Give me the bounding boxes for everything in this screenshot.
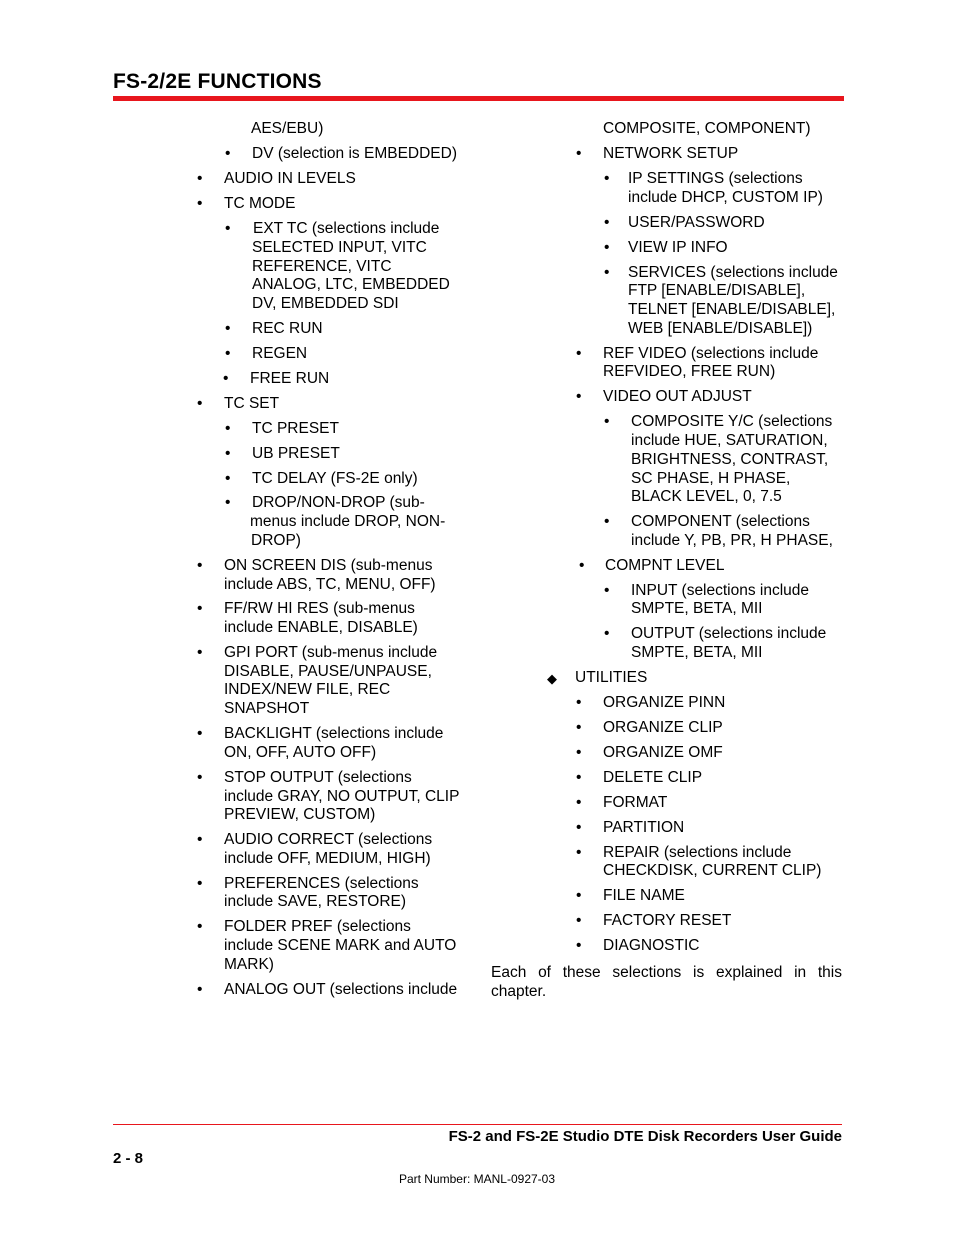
right-column-list-line: UTILITIES (575, 669, 648, 686)
left-column-list-line: SNAPSHOT (224, 700, 310, 717)
left-column-list-line: REFERENCE, VITC (252, 258, 392, 275)
bullet-icon: • (197, 769, 203, 786)
right-column-list-line: DELETE CLIP (603, 769, 703, 786)
bullet-icon: • (576, 388, 582, 405)
bullet-icon: • (223, 370, 229, 387)
left-column-list-line: TC SET (224, 395, 280, 412)
bullet-icon: • (576, 887, 582, 904)
left-column-list-line: FOLDER PREF (selections (224, 918, 411, 935)
left-column-list-line: DV (selection is EMBEDDED) (252, 145, 457, 162)
left-column-list-line: REC RUN (252, 320, 323, 337)
right-column-list-line: COMPOSITE Y/C (selections (631, 413, 833, 430)
right-column-list-line: ORGANIZE CLIP (603, 719, 723, 736)
left-column-list-line: MARK) (224, 956, 274, 973)
bullet-icon: • (197, 195, 203, 212)
left-column-list-line: include GRAY, NO OUTPUT, CLIP (224, 788, 460, 805)
right-column-list-line: BRIGHTNESS, CONTRAST, (631, 451, 829, 468)
left-column-list-line: ON SCREEN DIS (sub-menus (224, 557, 433, 574)
left-column-list-line: include SAVE, RESTORE) (224, 893, 407, 910)
bullet-icon: • (197, 918, 203, 935)
left-column-list-line: ANALOG OUT (selections include (224, 981, 458, 998)
right-column-list-line: FILE NAME (603, 887, 685, 904)
bullet-icon: • (225, 445, 231, 462)
bullet-icon: • (604, 513, 610, 530)
right-column-list-line: TELNET [ENABLE/DISABLE], (628, 301, 836, 318)
closing-paragraph: Each of these selections is explained in this chapter. (491, 964, 842, 1000)
left-column-list-line: INDEX/NEW FILE, REC (224, 681, 391, 698)
left-column-list-line: EXT TC (selections include (253, 220, 440, 237)
bullet-icon: • (197, 557, 203, 574)
left-column-list-line: BACKLIGHT (selections include (224, 725, 444, 742)
left-column-list-line: menus include DROP, NON- (250, 513, 446, 530)
bullet-icon: • (197, 600, 203, 617)
right-column-list-line: ORGANIZE PINN (603, 694, 726, 711)
right-column-list-line: BLACK LEVEL, 0, 7.5 (631, 488, 782, 505)
right-column-list-line: FTP [ENABLE/DISABLE], (628, 282, 806, 299)
right-column-list-line: REPAIR (selections include (603, 844, 792, 861)
left-column-list-line: DV, EMBEDDED SDI (252, 295, 399, 312)
right-column-list-line: NETWORK SETUP (603, 145, 739, 162)
right-column-list-line: WEB [ENABLE/DISABLE]) (628, 320, 813, 337)
footer-rule (113, 1124, 842, 1125)
footer-guide-title: FS-2 and FS-2E Studio DTE Disk Recorders User Guide (448, 1128, 842, 1145)
left-column-list-line: include ENABLE, DISABLE) (224, 619, 418, 636)
diamond-bullet-icon: ◆ (547, 671, 557, 686)
left-column-list-line: include SCENE MARK and AUTO (224, 937, 457, 954)
right-column-list-line: FACTORY RESET (603, 912, 732, 929)
bullet-icon: • (604, 214, 610, 231)
right-column-list-line: OUTPUT (selections include (631, 625, 827, 642)
right-column-list-line: include Y, PB, PR, H PHASE, (631, 532, 833, 549)
right-column-list-line: ORGANIZE OMF (603, 744, 723, 761)
right-column-list-line: VIDEO OUT ADJUST (603, 388, 752, 405)
bullet-icon: • (225, 320, 231, 337)
left-column-list-line: GPI PORT (sub-menus include (224, 644, 438, 661)
right-column-list-line: PARTITION (603, 819, 685, 836)
bullet-icon: • (197, 170, 203, 187)
bullet-icon: • (576, 844, 582, 861)
bullet-icon: • (576, 794, 582, 811)
right-column-list-line: include DHCP, CUSTOM IP) (628, 189, 823, 206)
left-column-list-line: DROP/NON-DROP (sub- (252, 494, 425, 511)
left-column-list-line: AUDIO IN LEVELS (224, 170, 356, 187)
left-column-list-line: DISABLE, PAUSE/UNPAUSE, (224, 663, 432, 680)
right-column-list-line: VIEW IP INFO (628, 239, 728, 256)
bullet-icon: • (604, 264, 610, 281)
right-column-list-line: REF VIDEO (selections include (603, 345, 819, 362)
right-column-list-line: include HUE, SATURATION, (631, 432, 828, 449)
left-column-list-line: FF/RW HI RES (sub-menus (224, 600, 415, 617)
bullet-icon: • (225, 420, 231, 437)
right-column-list-line: DIAGNOSTIC (603, 937, 700, 954)
bullet-icon: • (576, 937, 582, 954)
bullet-icon: • (197, 644, 203, 661)
bullet-icon: • (576, 744, 582, 761)
bullet-icon: • (604, 239, 610, 256)
bullet-icon: • (579, 557, 585, 574)
right-column-list-line: INPUT (selections include (631, 582, 810, 599)
right-column-list-line: SERVICES (selections include (628, 264, 838, 281)
bullet-icon: • (197, 981, 203, 998)
bullet-icon: • (576, 719, 582, 736)
left-column-list-line: STOP OUTPUT (selections (224, 769, 412, 786)
right-column-list-line: COMPONENT (selections (631, 513, 810, 530)
right-column-list-line: REFVIDEO, FREE RUN) (603, 363, 776, 380)
right-column-list-line: FORMAT (603, 794, 668, 811)
left-column-list-line: DROP) (251, 532, 301, 549)
right-column-list-line: SMPTE, BETA, MII (631, 600, 763, 617)
bullet-icon: • (197, 831, 203, 848)
left-column-list-line: REGEN (252, 345, 308, 362)
left-column-list-line: AUDIO CORRECT (selections (224, 831, 433, 848)
bullet-icon: • (576, 819, 582, 836)
left-column-list-line: TC PRESET (252, 420, 339, 437)
bullet-icon: • (576, 345, 582, 362)
left-column-list-line: TC DELAY (FS-2E only) (252, 470, 418, 487)
bullet-icon: • (604, 413, 610, 430)
bullet-icon: • (225, 345, 231, 362)
bullet-icon: • (225, 220, 231, 237)
left-column-list-line: SELECTED INPUT, VITC (252, 239, 427, 256)
bullet-icon: • (225, 145, 231, 162)
left-column-list-line: ANALOG, LTC, EMBEDDED (252, 276, 450, 293)
bullet-icon: • (604, 582, 610, 599)
right-column-list-line: COMPNT LEVEL (605, 557, 725, 574)
left-column-list-line: ON, OFF, AUTO OFF) (224, 744, 377, 761)
bullet-icon: • (604, 625, 610, 642)
bullet-icon: • (225, 470, 231, 487)
right-column-list-line: SC PHASE, H PHASE, (631, 470, 791, 487)
bullet-icon: • (197, 725, 203, 742)
left-column-list-line: TC MODE (224, 195, 296, 212)
bullet-icon: • (576, 912, 582, 929)
bullet-icon: • (197, 875, 203, 892)
right-column-list-line: COMPOSITE, COMPONENT) (603, 120, 811, 137)
right-column-list-line: IP SETTINGS (selections (628, 170, 803, 187)
left-column-list-line: include OFF, MEDIUM, HIGH) (224, 850, 431, 867)
page-title: FS-2/2E FUNCTIONS (113, 70, 322, 93)
bullet-icon: • (576, 694, 582, 711)
left-column-list-line: FREE RUN (250, 370, 330, 387)
right-column-list-line: CHECKDISK, CURRENT CLIP) (603, 862, 822, 879)
part-number: Part Number: MANL-0927-03 (398, 1172, 556, 1186)
bullet-icon: • (197, 395, 203, 412)
right-column-list-line: USER/PASSWORD (628, 214, 765, 231)
left-column-list-line: UB PRESET (252, 445, 340, 462)
left-column-list-line: PREVIEW, CUSTOM) (224, 806, 376, 823)
page-number: 2 - 8 (113, 1150, 144, 1167)
bullet-icon: • (576, 145, 582, 162)
right-column-list-line: SMPTE, BETA, MII (631, 644, 763, 661)
left-column-list-line: AES/EBU) (251, 120, 324, 137)
left-column-list-line: PREFERENCES (selections (224, 875, 419, 892)
left-column-list-line: include ABS, TC, MENU, OFF) (224, 576, 436, 593)
bullet-icon: • (604, 170, 610, 187)
bullet-icon: • (225, 494, 231, 511)
title-rule (113, 96, 844, 101)
bullet-icon: • (576, 769, 582, 786)
